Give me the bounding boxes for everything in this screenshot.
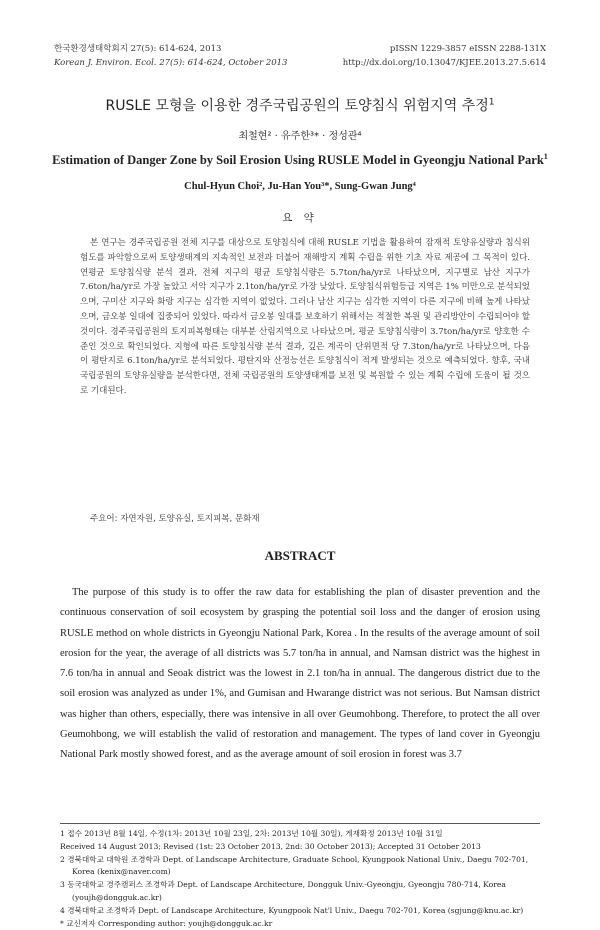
korean-abstract-heading: 요 약	[282, 212, 318, 224]
footnote-divider	[60, 823, 540, 824]
title-english: Estimation of Danger Zone by Soil Erosion Using RUSLE Model in Gyeongju National Park$^1$	[52, 151, 548, 167]
keywords-korean: 주요어: 자연자원, 토양유실, 토지피복, 문화재	[90, 514, 260, 524]
footnote-4: 4 경북대학교 조경학과 Dept. of Landscape Architecture, Kyungpook Nat'l Univ., Daegu 702-701, Korea (sgjung@knu.ac.kr)	[60, 905, 524, 915]
authors-english: Chul-Hyun Choi², Ju-Han You³*, Sung-Gwan Jung⁴	[184, 181, 416, 192]
journal-name-ko: 한국환경생태학회지 27(5): 614-624, 2013	[54, 44, 222, 54]
issn: pISSN 1229-3857 eISSN 2288-131X	[389, 44, 546, 54]
footnote-1: 1 접수 2013년 8월 14일, 수정(1차: 2013년 10월 23일, 2차: 2013년 10월 30일), 게재확정 2013년 10월 31일	[60, 829, 443, 838]
footnote-corresponding: * 교신저자 Corresponding author: youjh@dongguk.ac.kr	[60, 918, 273, 928]
title-english-footnote-mark: 1	[543, 151, 548, 161]
footnote-1-en: Received 14 August 2013; Revised (1st: 23 October 2013, 2nd: 30 October 2013); Accepted 31 October 2013	[60, 841, 481, 851]
journal-name-en: Korean J. Environ. Ecol. 27(5): 614-624, October 2013	[54, 58, 288, 68]
authors-korean: 최철현² · 유주한³* · 정성관⁴	[238, 131, 362, 142]
english-abstract: The purpose of this study is to offer the raw data for establishing the plan of disaster prevention and the continuous conservation of soil ecosystem by grasping the potential soil loss and the danger of erosion using RUSLE method on whole districts in Gyeongju National Park, Korea . In the results of the average amount of soil erosion for the year, the average of all districts was 5.7 ton/ha in annual, and Namsan district was the highest in 7.6 ton/ha in annual and Seoak district was the lowest in 2.1 ton/ha in annual. The dangerous district due to the soil erosion was analyzed as under 1%, and Gumisan and Hwarange district was not serious. But Namsan district was higher than others, especially, there was intensive in all over Geumohbong. Therefore, to protect the all over Geumohbong, we will establish the valid of restoration and management. The types of land cover in Gyeongju National Park mostly showed forest, and as the average amount of soil erosion in forest was 3.7	[60, 587, 540, 761]
doi-link[interactable]: http://dx.doi.org/10.13047/KJEE.2013.27.5.614	[342, 58, 546, 68]
footnote-3: 3 동국대학교 경주캠퍼스 조경학과 Dept. of Landscape Architecture, Dongguk Univ.-Gyeongju, Gyeongju 780-714, Korea (youjh@dongguk.ac.kr)	[60, 880, 506, 902]
korean-abstract: 본 연구는 경주국립공원 전체 지구를 대상으로 토양침식에 대해 RUSLE 기법을 활용하여 잠재적 토양유실량과 침식위험도를 파악함으로써 토양생태계의 지속적인 보전과 더불어 재해방지 계획 수립을 위한 기초 자료 제공에 그 목적이 있다. 연평균 토양침식량 분석 결과, 전체 지구의 평균 토양침식량은 5.7ton/ha/yr로 나타났으며, 지구별로 남산 지구가 7.6ton/ha/yr로 가장 높았고 서악 지구가 2.1ton/ha/yr로 가장 낮았다. 토양침식위험등급 지역은 1% 미만으로 분석되었으며, 구미산 지구와 화랑 지구는 심각한 지역이 없었다. 그러나 남산 지구는 심각한 지역이 다른 지구에 비해 높게 나타났으며, 금오봉 일대에 집중되어 있었다. 따라서 금오봉 일대를 보호하기 위해서는 적절한 복원 및 관리방안이 수립되어야 할 것이다. 경주국립공원의 토지피복형태는 대부분 산림지역으로 나타났으며, 평균 토양침식량이 3.7ton/ha/yr로 양호한 수준인 것으로 확인되었다. 지형에 따른 토양침식량 분석 결과, 깊은 계곡이 단위면적 당 7.3ton/ha/yr로 나타났으며, 다음이 평탄지로 6.1ton/ha/yr로 분석되었다. 평탄지와 산정능선은 토양침식이 적게 발생되는 것으로 예측되었다. 향후, 국내 국립공원의 토양유실량을 분석한다면, 전체 국립공원의 토양생태계를 보전 및 복원할 수 있는 계획 수립에 도움이 될 것으로 기대된다.	[80, 238, 530, 396]
footnotes	[60, 828, 550, 930]
footnote-2: 2 경북대학교 대학원 조경학과 Dept. of Landscape Architecture, Graduate School, Kyungpook National Univ., Daegu 702-701, Korea (kenix@naver.com)	[60, 854, 529, 877]
title-korean: RUSLE 모형을 이용한 경주국립공원의 토양침식 위험지역 추정$^1$	[105, 97, 495, 114]
title-korean-footnote-mark: 1	[488, 97, 495, 108]
abstract-heading: ABSTRACT	[264, 548, 336, 563]
